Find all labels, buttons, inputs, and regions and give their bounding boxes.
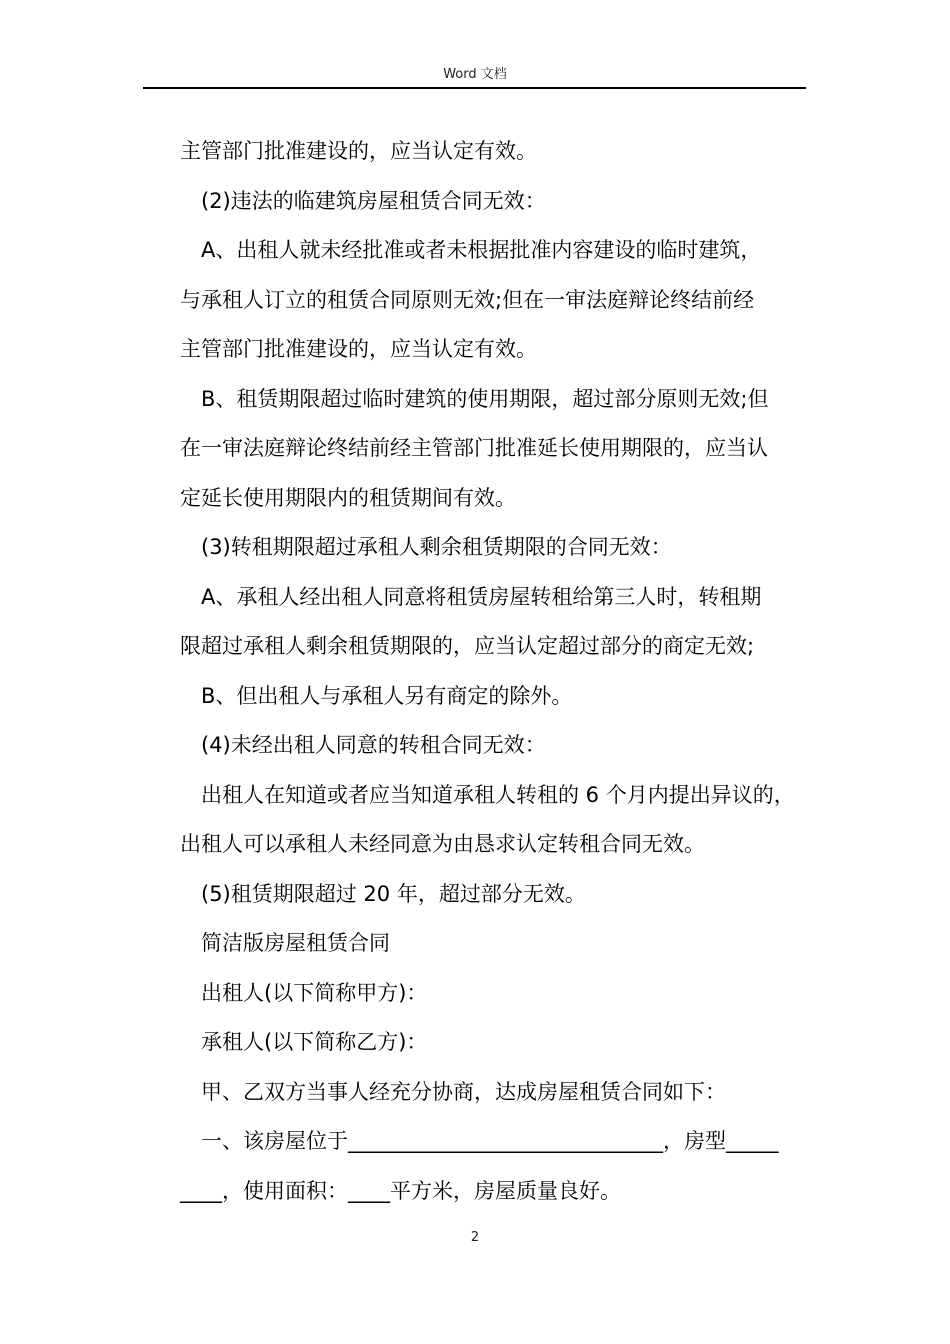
body-line: A、出租人就未经批准或者未根据批准内容建设的临时建筑， — [201, 238, 762, 262]
body-line: 与承租人订立的租赁合同原则无效;但在一审法庭辩论终结前经 — [180, 287, 755, 312]
body-line: 一、该房屋位于______________________________，房型_____ — [201, 1129, 779, 1153]
body-line: B、租赁期限超过临时建筑的使用期限，超过部分原则无效;但 — [201, 386, 769, 411]
header-divider — [143, 87, 806, 89]
body-line: 承租人(以下简称乙方)： — [201, 1030, 428, 1054]
document-body — [180, 127, 806, 1216]
body-line: ____，使用面积：____平方米，房屋质量良好。 — [180, 1178, 621, 1203]
body-line: 出租人可以承租人未经同意为由恳求认定转租合同无效。 — [180, 832, 705, 856]
page-number: 2 — [470, 1230, 480, 1245]
body-line: 甲、乙双方当事人经充分协商，达成房屋租赁合同如下： — [201, 1079, 726, 1104]
body-line: 定延长使用期限内的租赁期间有效。 — [180, 485, 516, 510]
body-line: 主管部门批准建设的，应当认定有效。 — [180, 337, 537, 361]
body-line: B、但出租人与承租人另有商定的除外。 — [201, 683, 573, 708]
body-line: (5)租赁期限超过 20 年，超过部分无效。 — [201, 881, 586, 906]
body-line: 在一审法庭辩论终结前经主管部门批准延长使用期限的，应当认 — [180, 436, 768, 460]
body-line: (3)转租期限超过承租人剩余租赁期限的合同无效： — [201, 535, 672, 559]
body-line: 简洁版房屋租赁合同 — [201, 931, 390, 955]
header-title: Word 文档 — [443, 67, 507, 82]
body-line: (2)违法的临建筑房屋租赁合同无效： — [201, 188, 546, 213]
body-line: 出租人在知道或者应当知道承租人转租的 6 个月内提出异议的， — [201, 782, 795, 807]
body-line: A、承租人经出租人同意将租赁房屋转租给第三人时，转租期 — [201, 584, 762, 609]
body-line: 限超过承租人剩余租赁期限的，应当认定超过部分的商定无效; — [180, 634, 755, 658]
body-line: 出租人(以下简称甲方)： — [201, 980, 428, 1005]
body-line: 主管部门批准建设的，应当认定有效。 — [180, 139, 537, 163]
body-line: (4)未经出租人同意的转租合同无效： — [201, 733, 546, 757]
